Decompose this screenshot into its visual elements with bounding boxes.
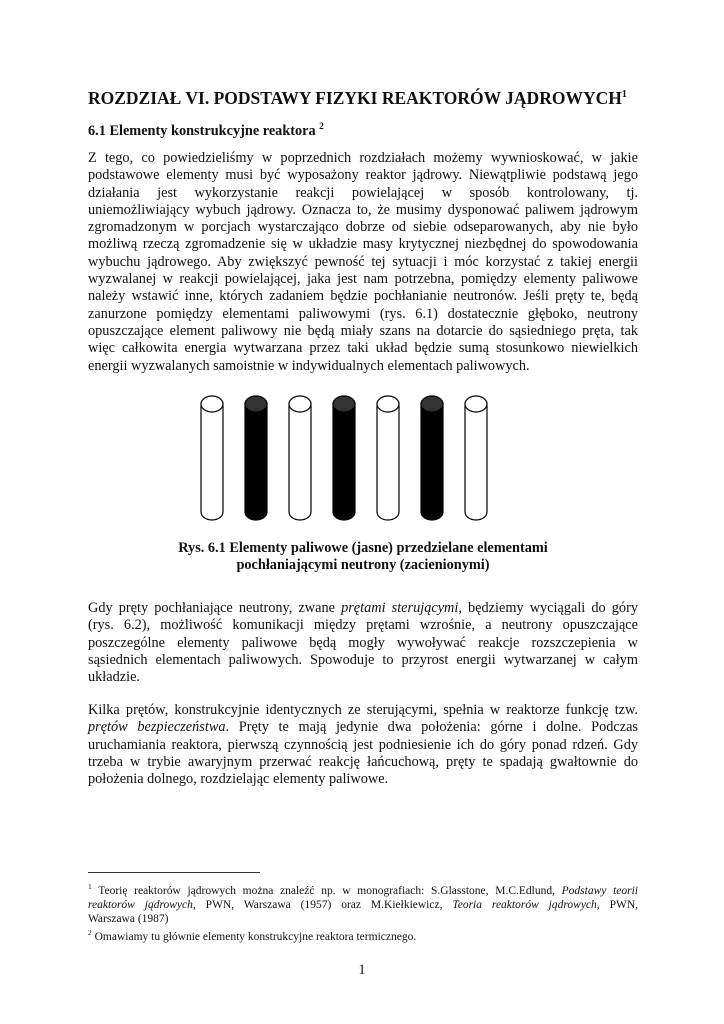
paragraph-line: Z tego, co powiedzieliśmy w poprzednich rozdziałach możemy wywnioskować, w jakie [88, 150, 638, 166]
paragraph-control-rods [88, 600, 638, 686]
footnote-1-line [88, 880, 638, 898]
paragraph-line: uruchamiania reaktora, pierwszą czynnością jest podniesienie ich do góry ponad rdzeń. Gdy [88, 736, 638, 753]
footnote-2-ref: 2 [88, 927, 92, 937]
figure-caption [88, 540, 638, 574]
fuel-rods-figure [192, 386, 512, 526]
paragraph-line: wybuchu jądrowego. Aby zwiększyć pewność tej sytuacji i móc korzystać z takiej energii [88, 253, 638, 270]
paragraph-line: układzie. [88, 669, 141, 686]
book-title: Teoria reaktorów jądrowych [452, 898, 597, 911]
fuel-rod [201, 396, 223, 520]
paragraph-line [88, 600, 638, 617]
paragraph-line: energii wyzwalanych samoistnie w indywidualnych elementach paliwowych. [88, 357, 530, 374]
fuel-rod [377, 396, 399, 520]
text-run: Teorię reaktorów jądrowych można znaleźć np. w monografiach: S.Glasstone, M.C.Edlund, [91, 884, 562, 897]
book-title: Podstawy teorii [561, 884, 638, 897]
paragraph-intro [88, 150, 638, 375]
footnote-1-line [88, 898, 638, 912]
paragraph-line: Kilka prętów, konstrukcyjnie identycznych ze sterującymi, spełnia w reaktorze funkcję tzw. [88, 702, 638, 718]
section-heading [88, 121, 648, 140]
section-title: 6.1 Elementy konstrukcyjne reaktora [88, 122, 316, 139]
footnotes [88, 880, 638, 944]
absorber-rod [245, 396, 267, 520]
text-run: Gdy pręty pochłaniające neutrony, zwane [88, 600, 342, 616]
text-run: , PWN, Warszawa (1957) oraz M.Kiełkiewicz, [192, 898, 453, 911]
paragraph-line: podstawowe elementy musi być wyposażony reaktor jądrowy. Niewątpliwie podstawą jego [88, 167, 638, 184]
footnote-separator [88, 872, 260, 873]
text-run: . Pręty te mają jedynie dwa położenia: górne i dolne. Podczas [225, 719, 638, 736]
emphasis-safety-rods: prętów bezpieczeństwa [88, 719, 226, 736]
chapter-title: ROZDZIAŁ VI. PODSTAWY FIZYKI REAKTORÓW JĄDROWYCH [88, 88, 622, 108]
absorber-rod [333, 396, 355, 520]
footnote-1-line: Warszawa (1987) [88, 912, 169, 925]
footnote-1-ref: 1 [88, 882, 92, 891]
fuel-rod [465, 396, 487, 520]
paragraph-line: opuszczające element paliwowy nie będą miały szans na dotarcie do sąsiedniego pręta, tak [88, 322, 638, 339]
chapter-heading [88, 88, 648, 109]
paragraph-line: zanurzone pomiędzy elementami paliwowymi (rys. 6.1) dostatecznie głęboko, neutrony [88, 305, 638, 322]
chapter-footnote-ref[interactable]: 1 [621, 89, 627, 101]
paragraph-line: należy wstawić inne, których zadaniem będzie pochłanianie neutronów. Jeśli pręty te, będą [88, 288, 638, 305]
book-title: reaktorów jądrowych [88, 898, 193, 911]
caption-line-2: pochłaniającymi neutrony (zacienionymi) [236, 557, 490, 573]
footnote-2-line [88, 926, 638, 944]
text-run: Omawiamy tu głównie elementy konstrukcyjne reaktora termicznego. [91, 930, 417, 943]
caption-line-1: Rys. 6.1 Elementy paliwowe (jasne) przedzielane elementami [178, 540, 548, 556]
paragraph-line: wyzwalanej w reakcji powielającej, jaka jest nam potrzebna, pomiędzy elementy paliwowe [88, 271, 638, 288]
paragraph-line: zgromadzonym w porcjach wystarczająco dobrze od siebie odseparowanych, aby nie było [88, 219, 638, 236]
paragraph-line: sąsiednich elementach paliwowych. Spowoduje to przyrost energii wytwarzanej w całym [88, 651, 638, 668]
emphasis-control-rods: prętami sterującymi [341, 600, 459, 616]
paragraph-line: (rys. 6.2), możliwość komunikacji między prętami wzrośnie, a neutrony opuszczające [88, 617, 638, 634]
fuel-rod [289, 396, 311, 520]
text-run: , PWN, [596, 898, 638, 911]
paragraph-line: możliwą rzeczą zgromadzenie się w układzie masy krytycznej niezbędnej do spowodowania [88, 236, 638, 253]
absorber-rod [421, 396, 443, 520]
page-number: 1 [358, 962, 366, 978]
section-footnote-ref[interactable]: 2 [319, 121, 324, 131]
paragraph-line [88, 719, 638, 736]
text-run: , będziemy wyciągali do góry [458, 600, 638, 616]
paragraph-line: więc całkowita energia wytwarzana przez taki układ będzie sumą stosunkowo niewielkich [88, 340, 638, 357]
paragraph-safety-rods [88, 702, 638, 788]
paragraph-line: trzeba w trybie awaryjnym przerwać reakcję łańcuchową, pręty te spadają gwałtownie do [88, 753, 638, 770]
paragraph-line: uniemożliwiający wybuch jądrowy. Oznacza to, że musimy dysponować paliwem jądrowym [88, 201, 638, 218]
paragraph-line: działania jest wykorzystanie reakcji powielającej w sposób kontrolowany, tj. [88, 184, 638, 201]
paragraph-line: poszczególne elementy paliwowe będą mogły wywoływać reakcje rozszczepienia w [88, 634, 638, 651]
paragraph-line: położenia dolnego, rozdzielając elementy paliwowe. [88, 771, 389, 788]
